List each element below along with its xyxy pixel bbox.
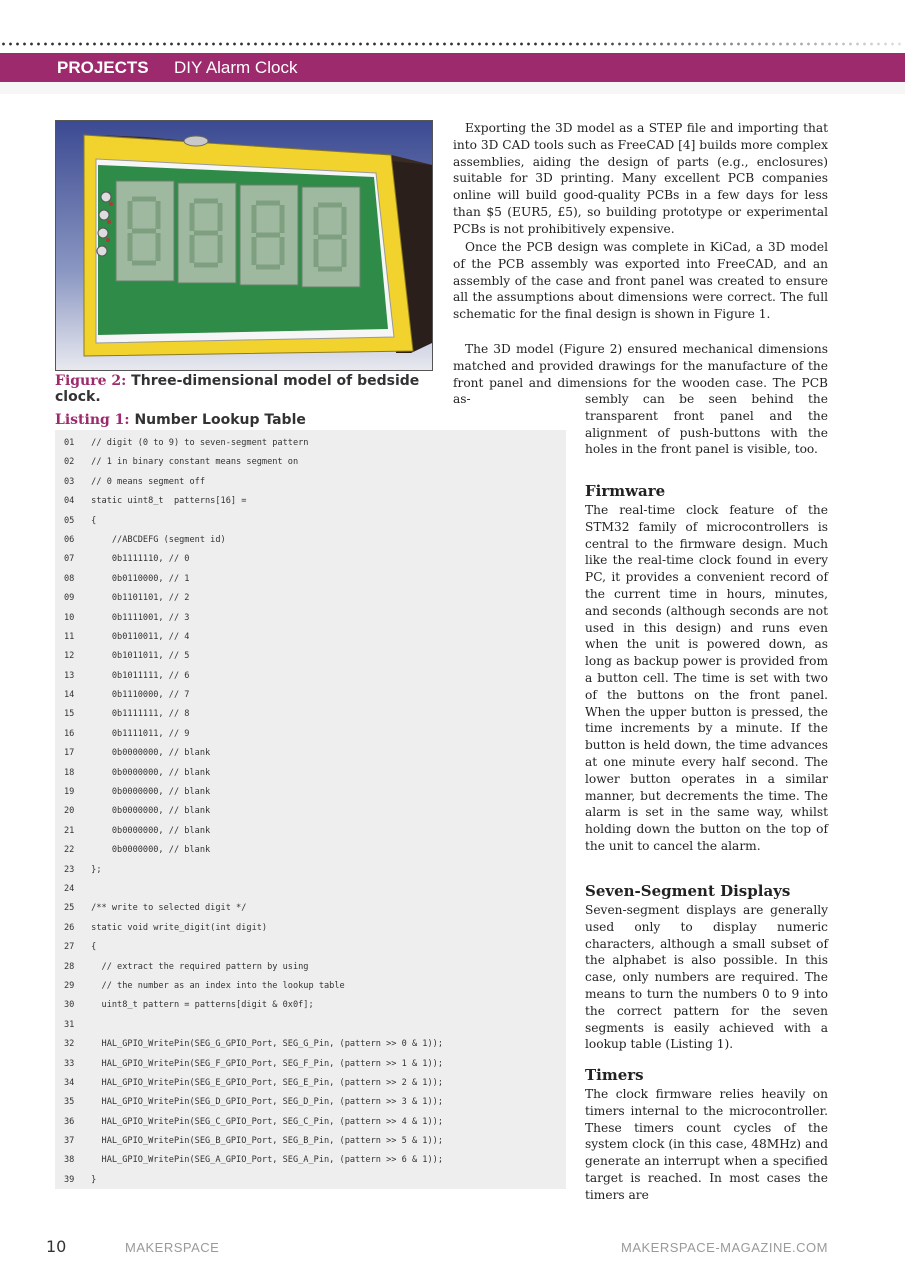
code-line: [55, 589, 566, 608]
code-line-text: // digit (0 to 9) to seven-segment pattern: [86, 438, 309, 448]
code-line: [55, 647, 566, 666]
code-line-text: // 0 means segment off: [86, 476, 205, 487]
code-line-text: // the number as an index into the lookup table: [86, 980, 345, 991]
code-line-text: 0b0110000, // 1: [86, 573, 190, 584]
code-line: [55, 667, 566, 686]
figure-label: Figure 2:: [55, 373, 127, 389]
code-line-text: }: [86, 1174, 97, 1185]
listing-label: Listing 1:: [55, 412, 130, 428]
code-line-number: 34: [64, 1077, 75, 1088]
code-line: [55, 822, 566, 841]
code-line-number: 20: [64, 806, 75, 817]
code-line: [55, 958, 566, 977]
code-line-number: 13: [64, 670, 75, 681]
code-line: [55, 841, 566, 860]
code-line-number: 28: [64, 961, 75, 972]
code-line-text: 0b0000000, // blank: [86, 787, 211, 798]
code-line: [55, 764, 566, 783]
code-line-number: 11: [64, 631, 75, 642]
code-line-text: 0b1111110, // 0: [86, 554, 190, 565]
figure-caption: [55, 373, 455, 405]
code-line: [55, 550, 566, 569]
code-line: [55, 899, 566, 918]
code-line: [55, 1132, 566, 1151]
code-line-text: 0b1101101, // 2: [86, 593, 190, 604]
paragraph-3d-model-b: sembly can be seen behind the transparent front panel and the alignment of push-buttons with the holes in the front panel is visible, too.: [585, 392, 828, 457]
code-listing: [55, 430, 566, 1189]
code-line-number: 16: [64, 728, 75, 739]
code-line-text: };: [86, 864, 102, 875]
code-line-number: 02: [64, 457, 75, 468]
code-line-text: static void write_digit(int digit): [86, 922, 268, 933]
code-line: [55, 512, 566, 531]
code-line-text: 0b0000000, // blank: [86, 806, 211, 817]
code-line: [55, 802, 566, 821]
code-line-number: 39: [64, 1174, 75, 1185]
code-line-text: 0b1110000, // 7: [86, 690, 190, 701]
section-name: PROJECTS: [57, 58, 149, 77]
code-line-text: // extract the required pattern by using: [86, 961, 309, 972]
code-line: [55, 570, 566, 589]
heading-firmware: Firmware: [585, 482, 666, 500]
code-line-text: 0b0000000, // blank: [86, 748, 211, 759]
code-line-number: 37: [64, 1136, 75, 1147]
code-line-number: 06: [64, 534, 75, 545]
code-line-number: 05: [64, 515, 75, 526]
code-line: [55, 919, 566, 938]
code-line: [55, 744, 566, 763]
code-line: [55, 686, 566, 705]
code-line-text: 0b1111001, // 3: [86, 612, 190, 623]
code-line-text: 0b0000000, // blank: [86, 767, 211, 778]
code-line: [55, 705, 566, 724]
code-line-text: //ABCDEFG (segment id): [86, 534, 226, 545]
code-line: [55, 492, 566, 511]
code-line-number: 15: [64, 709, 75, 720]
code-line: [55, 1151, 566, 1170]
code-line-number: 24: [64, 883, 75, 894]
code-line-number: 12: [64, 651, 75, 662]
code-line-number: 17: [64, 748, 75, 759]
code-line-number: 01: [64, 438, 75, 448]
code-line-text: /** write to selected digit */: [86, 903, 247, 914]
clock-3d-model-image: [55, 120, 433, 371]
code-line: [55, 531, 566, 550]
code-line: [55, 725, 566, 744]
code-line-text: uint8_t pattern = patterns[digit & 0x0f];: [86, 1000, 314, 1011]
code-line: [55, 1055, 566, 1074]
code-line: [55, 609, 566, 628]
code-line-number: 29: [64, 980, 75, 991]
footer-website: MAKERSPACE-MAGAZINE.COM: [620, 1240, 828, 1255]
code-line-text: 0b1011111, // 6: [86, 670, 190, 681]
code-line-number: 33: [64, 1058, 75, 1069]
figure-caption-text: Three-dimensional model of bedside clock.: [55, 373, 420, 405]
listing-title-text: Number Lookup Table: [134, 412, 306, 428]
code-line-text: [86, 1020, 91, 1030]
code-line: [55, 996, 566, 1015]
code-line-number: 10: [64, 612, 75, 623]
code-line: [55, 1171, 566, 1190]
code-line-number: 22: [64, 845, 75, 856]
code-line: [55, 473, 566, 492]
code-line-text: {: [86, 515, 97, 526]
code-line: [55, 938, 566, 957]
code-line-text: HAL_GPIO_WritePin(SEG_G_GPIO_Port, SEG_G_Pin, (pattern >> 0 & 1));: [86, 1039, 443, 1050]
code-line-text: static uint8_t patterns[16] =: [86, 496, 247, 507]
section-header-bar: [0, 53, 905, 82]
code-line-text: HAL_GPIO_WritePin(SEG_F_GPIO_Port, SEG_F_Pin, (pattern >> 1 & 1));: [86, 1058, 443, 1069]
code-line: [55, 1074, 566, 1093]
listing-title: [55, 412, 455, 428]
code-line-text: // 1 in binary constant means segment on: [86, 457, 299, 468]
code-line-text: 0b0110011, // 4: [86, 631, 190, 642]
paragraph-firmware: The real-time clock feature of the STM32 family of microcontrollers is central to the firmware design. Much like the real-time clock found in every PC, it provides a convenient record of the current time in hours, minutes, and seconds (although seconds are not used in this design) and runs even when the unit is powered down, as long as backup power is provided from a button cell. The time is set with two of the buttons on the front panel. When the upper button is pressed, the time increments by a minute. If the button is held down, the time advances at one minute every half second. The lower button operates in a similar manner, but decrements the time. The alarm is set in the same way, whilst holding down the button on the top of the unit to cancel the alarm.: [585, 503, 828, 853]
code-line-number: 23: [64, 864, 75, 875]
code-line: [55, 1113, 566, 1132]
code-line-text: 0b0000000, // blank: [86, 845, 211, 856]
code-line: [55, 861, 566, 880]
code-line-number: 18: [64, 767, 75, 778]
code-line: [55, 783, 566, 802]
code-line-number: 26: [64, 922, 75, 933]
code-line: [55, 628, 566, 647]
code-line-number: 35: [64, 1097, 75, 1108]
code-line: [55, 977, 566, 996]
page-number: 10: [46, 1237, 67, 1256]
code-line-number: 09: [64, 593, 75, 604]
code-line-text: [86, 884, 91, 894]
code-line-number: 27: [64, 942, 75, 953]
paragraph-step-export: Exporting the 3D model as a STEP file and importing that into 3D CAD tools such as FreeCAD [4] builds more complex assemblies, aiding the design of parts (e.g., enclosures) suitable for 3D printing. Many excellent PCB companies online will build good-quality PCBs in a few days for less than $5 (EUR5, £5), so building prototype or experimental PCBs is not prohibitively expensive.: [453, 121, 828, 236]
heading-timers: Timers: [585, 1066, 644, 1084]
code-line: [55, 880, 566, 899]
footer-magazine-name: MAKERSPACE: [125, 1240, 220, 1255]
code-line-text: 0b1111011, // 9: [86, 728, 190, 739]
code-line-text: 0b1011011, // 5: [86, 651, 190, 662]
code-line-text: 0b0000000, // blank: [86, 825, 211, 836]
code-line-text: HAL_GPIO_WritePin(SEG_E_GPIO_Port, SEG_E_Pin, (pattern >> 2 & 1));: [86, 1077, 443, 1088]
code-line-text: HAL_GPIO_WritePin(SEG_B_GPIO_Port, SEG_B_Pin, (pattern >> 5 & 1));: [86, 1136, 443, 1147]
paragraph-seven-segment: Seven-segment displays are generally used only to display numeric characters, although a small subset of the alphabet is also possible. In this case, only numbers are required. The means to turn the numbers 0 to 9 into the correct pattern for the seven segments is easily achieved with a lookup table (Listing 1).: [585, 903, 828, 1052]
code-line: [55, 1016, 566, 1035]
code-line-number: 03: [64, 476, 75, 487]
article-title: DIY Alarm Clock: [174, 58, 298, 77]
code-line-text: HAL_GPIO_WritePin(SEG_A_GPIO_Port, SEG_A_Pin, (pattern >> 6 & 1));: [86, 1155, 443, 1166]
code-line: [55, 453, 566, 472]
code-line-number: 07: [64, 554, 75, 565]
code-line-number: 30: [64, 1000, 75, 1011]
code-line-text: HAL_GPIO_WritePin(SEG_D_GPIO_Port, SEG_D_Pin, (pattern >> 3 & 1));: [86, 1097, 443, 1108]
paragraph-3d-model-a: The 3D model (Figure 2) ensured mechanical dimensions matched and provided drawings for the manufacture of the front panel and dimensions for the wooden case. The PCB as-: [453, 342, 828, 407]
heading-seven-segment: Seven-Segment Displays: [585, 882, 791, 900]
code-line-number: 14: [64, 690, 75, 701]
code-line-number: 08: [64, 573, 75, 584]
paragraph-timers: The clock firmware relies heavily on timers internal to the microcontroller. These timers count cycles of the system clock (in this case, 48MHz) and generate an interrupt when a specified target is reached. In most cases the timers are: [585, 1087, 828, 1202]
code-line: [55, 1093, 566, 1112]
code-line-text: HAL_GPIO_WritePin(SEG_C_GPIO_Port, SEG_C_Pin, (pattern >> 4 & 1));: [86, 1116, 443, 1127]
code-line-number: 32: [64, 1039, 75, 1050]
code-line: [55, 434, 566, 453]
code-line-text: {: [86, 942, 97, 953]
code-line-number: 04: [64, 496, 75, 507]
code-line-number: 21: [64, 825, 75, 836]
code-line: [55, 1035, 566, 1054]
code-line-number: 36: [64, 1116, 75, 1127]
code-line-number: 31: [64, 1019, 75, 1030]
code-line-text: 0b1111111, // 8: [86, 709, 190, 720]
code-line-number: 38: [64, 1155, 75, 1166]
code-line-number: 25: [64, 903, 75, 914]
code-line-number: 19: [64, 787, 75, 798]
paragraph-kicad-freecad: Once the PCB design was complete in KiCad, a 3D model of the PCB assembly was exported into FreeCAD, and an assembly of the case and front panel was created to ensure all the assumptions about dimensions were correct. The full schematic for the final design is shown in Figure 1.: [453, 240, 828, 322]
